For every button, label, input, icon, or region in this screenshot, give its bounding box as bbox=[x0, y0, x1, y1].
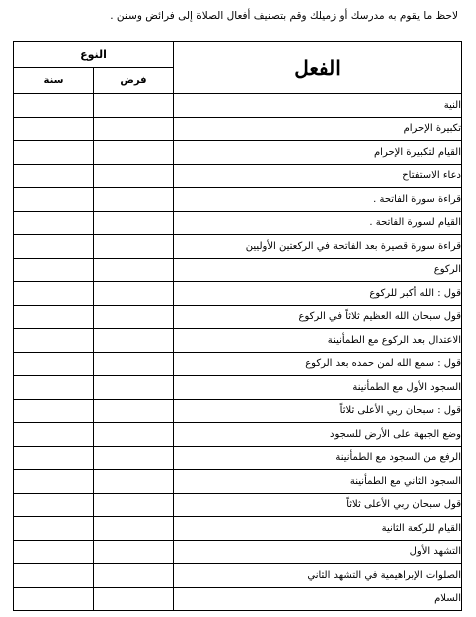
obligatory-answer-cell[interactable] bbox=[94, 282, 174, 306]
sunnah-answer-cell[interactable] bbox=[14, 446, 94, 470]
prayer-actions-table bbox=[13, 41, 462, 611]
sunnah-answer-cell[interactable] bbox=[14, 470, 94, 494]
obligatory-answer-cell[interactable] bbox=[94, 94, 174, 118]
table-row bbox=[14, 211, 462, 235]
table-row bbox=[14, 587, 462, 611]
sunnah-answer-cell[interactable] bbox=[14, 258, 94, 282]
action-cell: القيام لتكبيرة الإحرام bbox=[174, 141, 462, 165]
table-row bbox=[14, 94, 462, 118]
obligatory-answer-cell[interactable] bbox=[94, 423, 174, 447]
sunnah-answer-cell[interactable] bbox=[14, 399, 94, 423]
table-row bbox=[14, 540, 462, 564]
action-cell: قول : سبحان ربي الأعلى ثلاثاً bbox=[174, 399, 462, 423]
table-row bbox=[14, 352, 462, 376]
action-cell: القيام لسورة الفاتحة . bbox=[174, 211, 462, 235]
obligatory-answer-cell[interactable] bbox=[94, 564, 174, 588]
sunnah-answer-cell[interactable] bbox=[14, 517, 94, 541]
action-cell: التشهد الأول bbox=[174, 540, 462, 564]
action-cell: الصلوات الإبراهيمية في التشهد الثاني bbox=[174, 564, 462, 588]
sunnah-answer-cell[interactable] bbox=[14, 564, 94, 588]
sunnah-answer-cell[interactable] bbox=[14, 329, 94, 353]
table-row bbox=[14, 188, 462, 212]
sunnah-answer-cell[interactable] bbox=[14, 540, 94, 564]
obligatory-answer-cell[interactable] bbox=[94, 470, 174, 494]
type-column-header: النوع bbox=[14, 42, 174, 68]
action-cell: الركوع bbox=[174, 258, 462, 282]
obligatory-answer-cell[interactable] bbox=[94, 399, 174, 423]
table-row bbox=[14, 141, 462, 165]
action-cell: تكبيرة الإحرام bbox=[174, 117, 462, 141]
obligatory-answer-cell[interactable] bbox=[94, 211, 174, 235]
obligatory-answer-cell[interactable] bbox=[94, 235, 174, 259]
action-cell: الاعتدال بعد الركوع مع الطمأنينة bbox=[174, 329, 462, 353]
obligatory-answer-cell[interactable] bbox=[94, 258, 174, 282]
action-column-header: الفعل bbox=[174, 42, 462, 94]
obligatory-answer-cell[interactable] bbox=[94, 141, 174, 165]
sunnah-answer-cell[interactable] bbox=[14, 376, 94, 400]
table-body bbox=[14, 94, 462, 611]
obligatory-answer-cell[interactable] bbox=[94, 305, 174, 329]
obligatory-answer-cell[interactable] bbox=[94, 587, 174, 611]
action-cell: قول : الله أكبر للركوع bbox=[174, 282, 462, 306]
action-cell: وضع الجبهة على الأرض للسجود bbox=[174, 423, 462, 447]
table-row bbox=[14, 517, 462, 541]
action-cell: السجود الثاني مع الطمأنينة bbox=[174, 470, 462, 494]
action-cell: قول : سمع الله لمن حمده بعد الركوع bbox=[174, 352, 462, 376]
obligatory-column-header: فرض bbox=[94, 68, 174, 94]
action-cell: قول سبحان ربي الأعلى ثلاثاً bbox=[174, 493, 462, 517]
action-cell: قراءة سورة قصيرة بعد الفاتحة في الركعتين الأوليين bbox=[174, 235, 462, 259]
action-cell: الرفع من السجود مع الطمأنينة bbox=[174, 446, 462, 470]
obligatory-answer-cell[interactable] bbox=[94, 188, 174, 212]
table-row bbox=[14, 564, 462, 588]
table-row bbox=[14, 446, 462, 470]
table-header-row bbox=[14, 42, 462, 68]
table-row bbox=[14, 282, 462, 306]
table-row bbox=[14, 305, 462, 329]
sunnah-answer-cell[interactable] bbox=[14, 117, 94, 141]
obligatory-answer-cell[interactable] bbox=[94, 493, 174, 517]
sunnah-answer-cell[interactable] bbox=[14, 305, 94, 329]
action-cell: القيام للركعة الثانية bbox=[174, 517, 462, 541]
sunnah-answer-cell[interactable] bbox=[14, 282, 94, 306]
instruction-text: لاحظ ما يقوم به مدرسك أو زميلك وقم بتصنيف أفعال الصلاة إلى فرائض وسنن . bbox=[110, 10, 458, 22]
sunnah-answer-cell[interactable] bbox=[14, 188, 94, 212]
table-row bbox=[14, 470, 462, 494]
sunnah-answer-cell[interactable] bbox=[14, 211, 94, 235]
sunnah-answer-cell[interactable] bbox=[14, 493, 94, 517]
action-cell: النية bbox=[174, 94, 462, 118]
action-cell: السجود الأول مع الطمأنينة bbox=[174, 376, 462, 400]
obligatory-answer-cell[interactable] bbox=[94, 517, 174, 541]
obligatory-answer-cell[interactable] bbox=[94, 352, 174, 376]
table-row bbox=[14, 399, 462, 423]
obligatory-answer-cell[interactable] bbox=[94, 446, 174, 470]
obligatory-answer-cell[interactable] bbox=[94, 540, 174, 564]
sunnah-answer-cell[interactable] bbox=[14, 141, 94, 165]
table-row bbox=[14, 258, 462, 282]
table-row bbox=[14, 376, 462, 400]
action-cell: دعاء الاستفتاح bbox=[174, 164, 462, 188]
sunnah-answer-cell[interactable] bbox=[14, 352, 94, 376]
sunnah-answer-cell[interactable] bbox=[14, 587, 94, 611]
table-row bbox=[14, 329, 462, 353]
obligatory-answer-cell[interactable] bbox=[94, 117, 174, 141]
obligatory-answer-cell[interactable] bbox=[94, 376, 174, 400]
table-row bbox=[14, 117, 462, 141]
sunnah-column-header: سنة bbox=[14, 68, 94, 94]
sunnah-answer-cell[interactable] bbox=[14, 94, 94, 118]
sunnah-answer-cell[interactable] bbox=[14, 423, 94, 447]
table-row bbox=[14, 235, 462, 259]
action-cell: السلام bbox=[174, 587, 462, 611]
sunnah-answer-cell[interactable] bbox=[14, 164, 94, 188]
action-cell: قول سبحان الله العظيم ثلاثاً في الركوع bbox=[174, 305, 462, 329]
table-row bbox=[14, 423, 462, 447]
table-row bbox=[14, 493, 462, 517]
table-row bbox=[14, 164, 462, 188]
obligatory-answer-cell[interactable] bbox=[94, 164, 174, 188]
sunnah-answer-cell[interactable] bbox=[14, 235, 94, 259]
obligatory-answer-cell[interactable] bbox=[94, 329, 174, 353]
action-cell: قراءة سورة الفاتحة . bbox=[174, 188, 462, 212]
